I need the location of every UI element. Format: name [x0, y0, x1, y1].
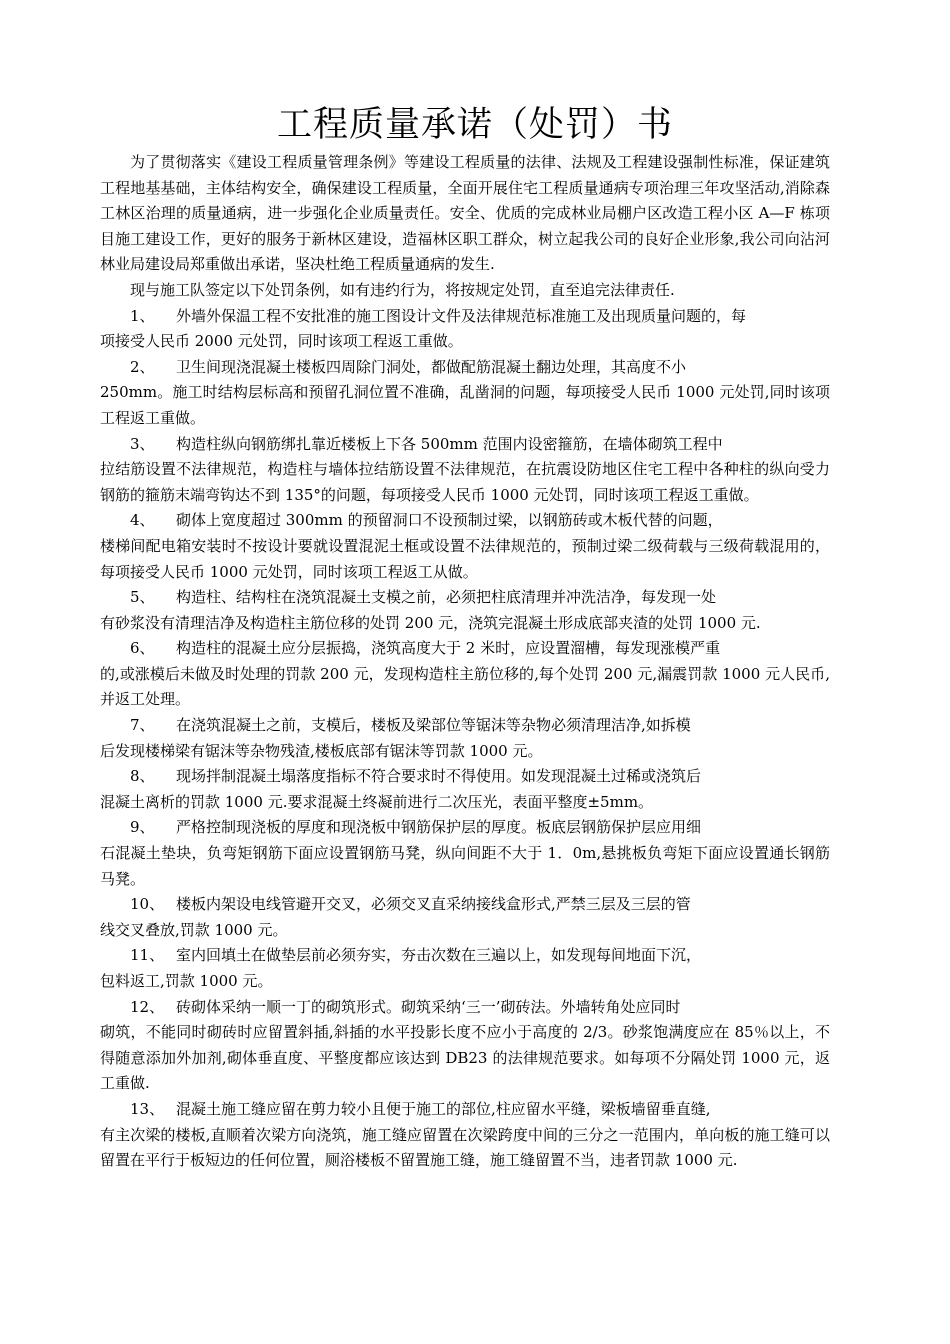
clause-lead-text: 砌体上宽度超过 300mm 的预留洞口不设预制过梁，以钢筋砖或木板代替的问题，	[176, 511, 723, 530]
clause-number: 1、	[130, 306, 155, 325]
clause-rest-text: 砌筑，不能同时砌砖时应留置斜插,斜插的水平投影长度不应小于高度的 2/3。砂浆饱满度应在 85％以上，不得随意添加外加剂,砌体垂直度、平整度都应该达到 DB23 的法律规范要求。如每项不分隔处罚 1000 元，返工重做.	[100, 1023, 830, 1093]
document-title: 工程质量承诺（处罚）书	[276, 105, 673, 145]
clause-lead-text: 室内回填土在做垫层前必须夯实，夯击次数在三遍以上，如发现每间地面下沉，	[176, 946, 702, 965]
clause-10	[100, 892, 830, 943]
clause-lead-text: 楼板内架设电线管避开交叉，必须交叉直采纳接线盒形式,严禁三层及三层的管	[176, 895, 691, 914]
clause-lead-text: 构造柱纵向钢筋绑扎靠近楼板上下各 500mm 范围内设密箍筋，在墙体砌筑工程中	[176, 434, 723, 453]
clause-lead-text: 现场拌制混凝土塌落度指标不符合要求时不得使用。如发现混凝土过稀或浇筑后	[176, 767, 702, 786]
clause-11	[100, 943, 830, 994]
clause-13	[100, 1097, 830, 1174]
clause-rest-text: 的,或涨模后未做及时处理的罚款 200 元，发现构造柱主筋位移的,每个处罚 200 元,漏震罚款 1000 元人民币,并返工处理。	[100, 664, 830, 709]
clause-4	[100, 508, 830, 585]
clause-5	[100, 585, 830, 636]
clause-number: 5、	[130, 588, 155, 607]
clause-3	[100, 432, 830, 509]
clause-lead-text: 卫生间现浇混凝土楼板四周除门洞处，都做配筋混凝土翻边处理，其高度不小	[176, 357, 687, 376]
clause-rest-text: 线交叉叠放,罚款 1000 元。	[100, 920, 288, 939]
clause-1	[100, 304, 830, 355]
clause-number: 3、	[130, 434, 155, 453]
clause-number: 12、	[130, 997, 165, 1016]
clause-8	[100, 764, 830, 815]
clause-6	[100, 636, 830, 713]
clause-7	[100, 713, 830, 764]
clause-number: 2、	[130, 357, 155, 376]
clause-rest-text: 项接受人民币 2000 元处罚，同时该项工程返工重做。	[100, 332, 463, 351]
clause-lead-text: 在浇筑混凝土之前，支模后，楼板及梁部位等锯沫等杂物必须清理洁净,如拆模	[176, 716, 691, 735]
clause-number: 7、	[130, 716, 155, 735]
clause-rest-text: 有主次梁的楼板,直顺着次梁方向浇筑，施工缝应留置在次梁跨度中间的三分之一范围内，单向板的施工缝可以留置在平行于板短边的任何位置，厕浴楼板不留置施工缝，施工缝留置不当，违者罚款 1000 元.	[100, 1125, 830, 1170]
clause-lead-text: 严格控制现浇板的厚度和现浇板中钢筋保护层的厚度。板底层钢筋保护层应用细	[176, 818, 702, 837]
clause-rest-text: 包料返工,罚款 1000 元。	[100, 972, 273, 990]
clause-rest-text: 有砂浆没有清理洁净及构造柱主筋位移的处罚 200 元，浇筑完混凝土形成底部夹渣的处罚 1000 元.	[100, 613, 761, 632]
clause-number: 4、	[130, 511, 155, 530]
clause-rest-text: 250mm。施工时结构层标高和预留孔洞位置不准确，乱凿洞的问题，每项接受人民币 1000 元处罚,同时该项工程返工重做。	[100, 383, 830, 427]
clause-number: 9、	[130, 818, 155, 837]
clause-rest-text: 后发现楼梯梁有锯沫等杂物残渣,楼板底部有锯沫等罚款 1000 元。	[100, 741, 543, 760]
clause-9	[100, 815, 830, 892]
document-body	[100, 150, 830, 1174]
clause-number: 8、	[130, 767, 155, 786]
clause-number: 13、	[130, 1099, 165, 1118]
clause-lead-text: 构造柱、结构柱在浇筑混凝土支模之前，必须把柱底清理并冲洗洁净，每发现一处	[176, 588, 717, 607]
clause-lead-text: 外墙外保温工程不安批准的施工图设计文件及法律规范标准施工及出现质量问题的，每	[176, 306, 747, 325]
clause-number: 10、	[130, 895, 165, 914]
clause-rest-text: 拉结筋设置不法律规范，构造柱与墙体拉结筋设置不法律规范，在抗震设防地区住宅工程中各种柱的纵向受力钢筋的箍筋末端弯钩达不到 135°的问题，每项接受人民币 1000 元处罚，同时该项工程返工重做。	[100, 460, 830, 504]
clause-12	[100, 995, 830, 1097]
clause-2	[100, 355, 830, 432]
clause-number: 6、	[130, 639, 155, 658]
clause-lead-text: 混凝土施工缝应留在剪力较小且便于施工的部位,柱应留水平缝，梁板墙留垂直缝,	[176, 1099, 711, 1118]
clause-rest-text: 石混凝土垫块，负弯矩钢筋下面应设置钢筋马凳，纵向间距不大于 1．0m,悬挑板负弯矩下面应设置通长钢筋马凳。	[100, 844, 830, 888]
preface-paragraph: 现与施工队签定以下处罚条例，如有违约行为，将按规定处罚，直至追完法律责任.	[130, 280, 675, 299]
clause-number: 11、	[130, 946, 165, 965]
clause-lead-text: 构造柱的混凝土应分层振捣，浇筑高度大于 2 米时，应设置溜槽，每发现涨模严重	[176, 639, 721, 658]
clause-rest-text: 楼梯间配电箱安装时不按设计要就设置混泥土框或设置不法律规范的，预制过梁二级荷载与三级荷载混用的，每项接受人民币 1000 元处罚，同时该项工程返工从做。	[100, 536, 830, 581]
intro-paragraph: 为了贯彻落实《建设工程质量管理条例》等建设工程质量的法律、法规及工程建设强制性标准，保证建筑工程地基基础，主体结构安全，确保建设工程质量，全面开展住宅工程质量通病专项治理三年攻坚活动,消除森工林区治理的质量通病，进一步强化企业质量责任。安全、优质的完成林业局棚户区改造工程小区 A—F 栋项目施工建设工作，更好的服务于新林区建设，造福林区职工群众，树立起我公司的良好企业形象,我公司向沾河林业局建设局郑重做出承诺，坚决杜绝工程质量通病的发生.	[100, 153, 830, 274]
clause-rest-text: 混凝土离析的罚款 1000 元.要求混凝土终凝前进行二次压光，表面平整度±5mm。	[100, 792, 654, 811]
clause-lead-text: 砖砌体采纳一顺一丁的砌筑形式。砌筑采纳‘三一’砌砖法。外墙转角处应同时	[176, 997, 681, 1016]
